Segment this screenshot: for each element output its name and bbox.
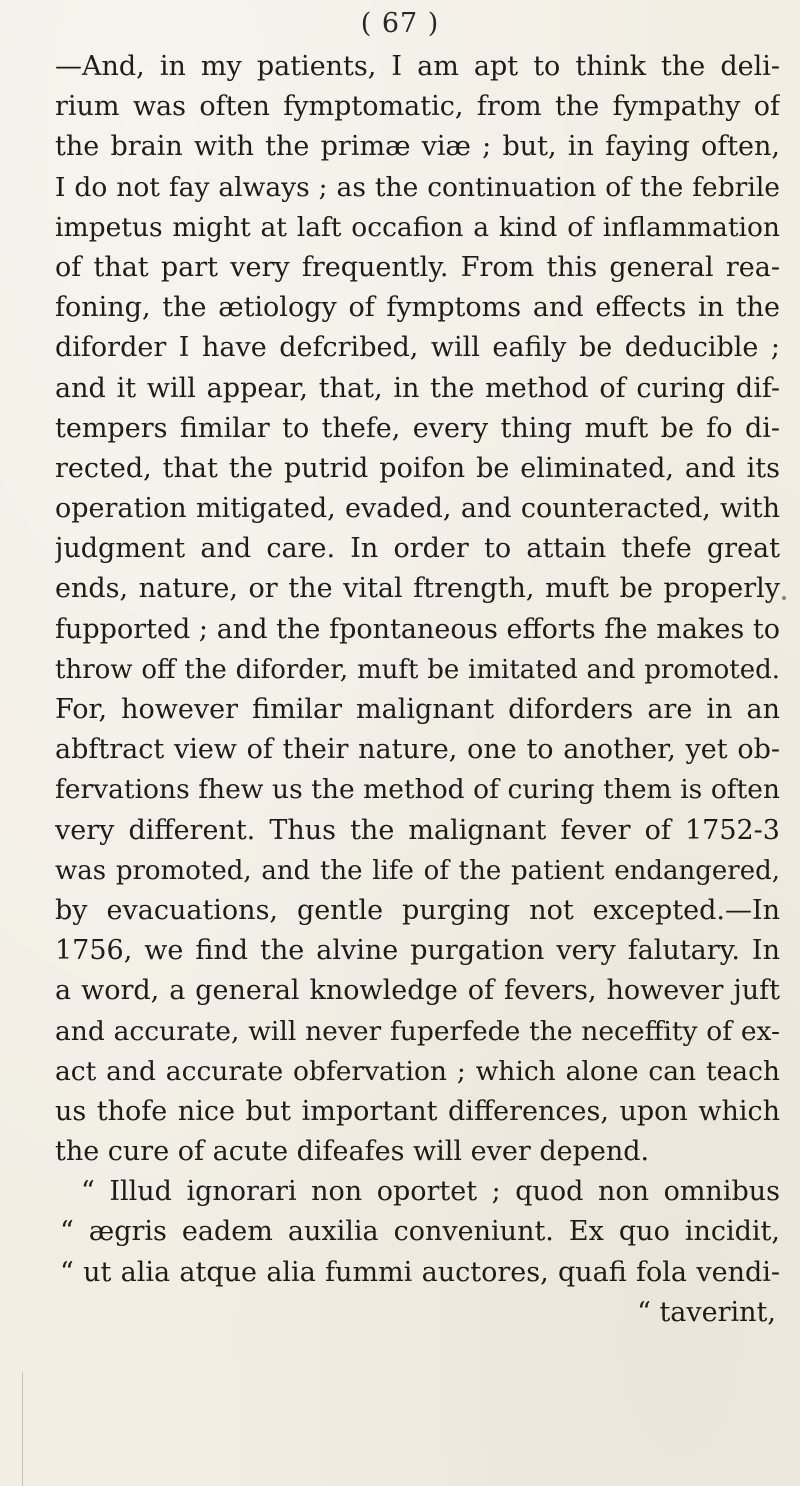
text-line: rium was often fymptomatic, from the fympathy of [55, 91, 780, 123]
text-line: I do not fay always ; as the continuation of the febrile [55, 171, 780, 203]
catchword-line: “ taverint, [637, 1296, 776, 1328]
text-line: by evacuations, gentle purging not excepted.—In [55, 894, 780, 926]
text-line: the brain with the primæ viæ ; but, in faying often, [55, 131, 780, 163]
text-line: act and accurate obfervation ; which alone can teach [55, 1055, 780, 1087]
text-line: For, however fimilar malignant diforders are in an [55, 694, 780, 725]
text-line: judgment and care. In order to attain thefe great [55, 533, 780, 565]
text-line: impetus might at laft occafion a kind of inflammation [55, 211, 780, 243]
text-line: foning, the ætiology of fymptoms and effects in the [55, 292, 780, 324]
text-line: fupported ; and the fpontaneous efforts fhe makes to [55, 613, 780, 645]
text-line: fervations fhew us the method of curing them is often [55, 774, 780, 806]
text-line: and it will appear, that, in the method of curing dif- [55, 372, 780, 404]
text-line: ends, nature, or the vital ftrength, muft be properly [55, 573, 780, 605]
text-line: and accurate, will never fuperfede the neceffity of ex- [55, 1015, 780, 1047]
text-line: was promoted, and the life of the patient endangered, [55, 855, 780, 886]
text-line: the cure of acute difeafes will ever depend. [55, 1136, 650, 1168]
text-line: of that part very frequently. From this general rea- [55, 251, 780, 283]
text-line: very different. Thus the malignant fever of 1752-3 [55, 814, 780, 846]
margin-speck [782, 596, 786, 600]
quotation-line: “ ægris eadem auxilia conveniunt. Ex quo incidit, [60, 1216, 780, 1248]
page-edge-line [22, 1372, 23, 1486]
text-line: tempers fimilar to thefe, every thing muft be fo di- [55, 412, 780, 444]
text-line: diforder I have defcribed, will eafily be deducible ; [55, 332, 780, 364]
text-line: operation mitigated, evaded, and counteracted, with [55, 493, 780, 525]
page-number: ( 67 ) [360, 8, 440, 39]
body-text [55, 47, 780, 1333]
quotation-line: “ Illud ignorari non oportet ; quod non omnibus [81, 1176, 780, 1208]
text-line: rected, that the putrid poifon be eliminated, and its [55, 452, 780, 484]
text-line: us thofe nice but important differences, upon which [55, 1095, 780, 1127]
text-line: throw off the diforder, muft be imitated and promoted. [55, 654, 780, 685]
text-line: abftract view of their nature, one to another, yet ob- [55, 734, 780, 766]
text-line: —And, in my patients, I am apt to think the deli- [55, 51, 780, 82]
text-line: 1756, we find the alvine purgation very falutary. In [55, 935, 780, 967]
quotation-line: “ ut alia atque alia fummi auctores, quafi fola vendi- [60, 1256, 780, 1288]
text-line: a word, a general knowledge of fevers, however juft [55, 975, 780, 1007]
